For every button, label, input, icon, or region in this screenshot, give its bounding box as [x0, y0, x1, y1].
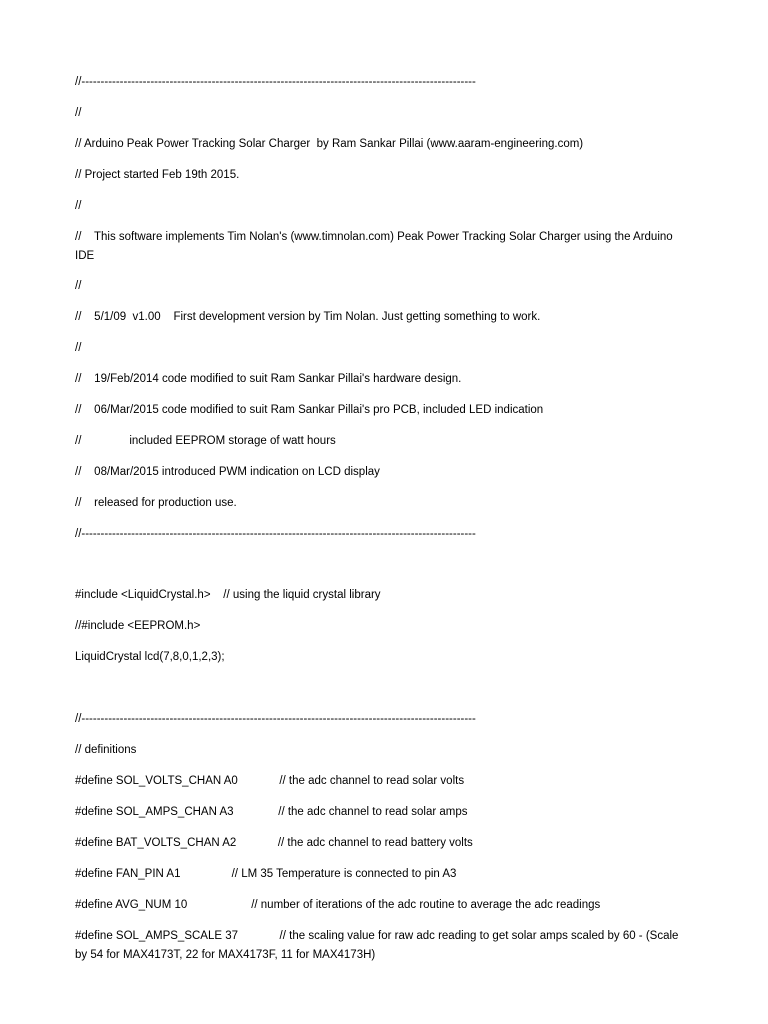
- define-line: #define SOL_AMPS_SCALE 37 // the scaling value for raw adc reading to get solar amps scaled by 60 - (Scale by 54 for MAX4173T, 22 for MAX4173F, 11 for MAX4173H): [75, 930, 682, 961]
- lcd-declaration-line: LiquidCrystal lcd(7,8,0,1,2,3);: [75, 651, 225, 663]
- project-title-line: // Arduino Peak Power Tracking Solar Charger by Ram Sankar Pillai (www.aaram-engineering.com): [75, 138, 584, 150]
- version-history-line: // released for production use.: [75, 497, 237, 509]
- include-line: //#include <EEPROM.h>: [75, 620, 201, 632]
- define-line: #define BAT_VOLTS_CHAN A2 // the adc channel to read battery volts: [75, 837, 473, 849]
- define-line: #define SOL_VOLTS_CHAN A0 // the adc channel to read solar volts: [75, 775, 465, 787]
- software-description-line: // This software implements Tim Nolan's (www.timnolan.com) Peak Power Tracking Solar Charger using the Arduino IDE: [75, 231, 676, 262]
- version-history-line: // 5/1/09 v1.00 First development version by Tim Nolan. Just getting something to work.: [75, 311, 541, 323]
- comment-line: //: [75, 280, 82, 292]
- define-line: #define FAN_PIN A1 // LM 35 Temperature is connected to pin A3: [75, 868, 457, 880]
- comment-line: //: [75, 200, 82, 212]
- version-history-line: // included EEPROM storage of watt hours: [75, 435, 336, 447]
- include-line: #include <LiquidCrystal.h> // using the liquid crystal library: [75, 589, 381, 601]
- version-history-line: // 08/Mar/2015 introduced PWM indication on LCD display: [75, 466, 380, 478]
- define-line: #define SOL_AMPS_CHAN A3 // the adc channel to read solar amps: [75, 806, 468, 818]
- definitions-heading-line: // definitions: [75, 744, 137, 756]
- comment-line: //: [75, 342, 82, 354]
- version-history-line: // 19/Feb/2014 code modified to suit Ram Sankar Pillai's hardware design.: [75, 373, 462, 385]
- separator-line: //-------------------------------------------------------------------------------------------------------: [75, 528, 476, 540]
- comment-line: //: [75, 107, 82, 119]
- define-line: #define AVG_NUM 10 // number of iterations of the adc routine to average the adc readings: [75, 899, 601, 911]
- version-history-line: // 06/Mar/2015 code modified to suit Ram Sankar Pillai's pro PCB, included LED indication: [75, 404, 544, 416]
- project-start-line: // Project started Feb 19th 2015.: [75, 169, 240, 181]
- separator-line: //-------------------------------------------------------------------------------------------------------: [75, 76, 476, 88]
- separator-line: //-------------------------------------------------------------------------------------------------------: [75, 713, 476, 725]
